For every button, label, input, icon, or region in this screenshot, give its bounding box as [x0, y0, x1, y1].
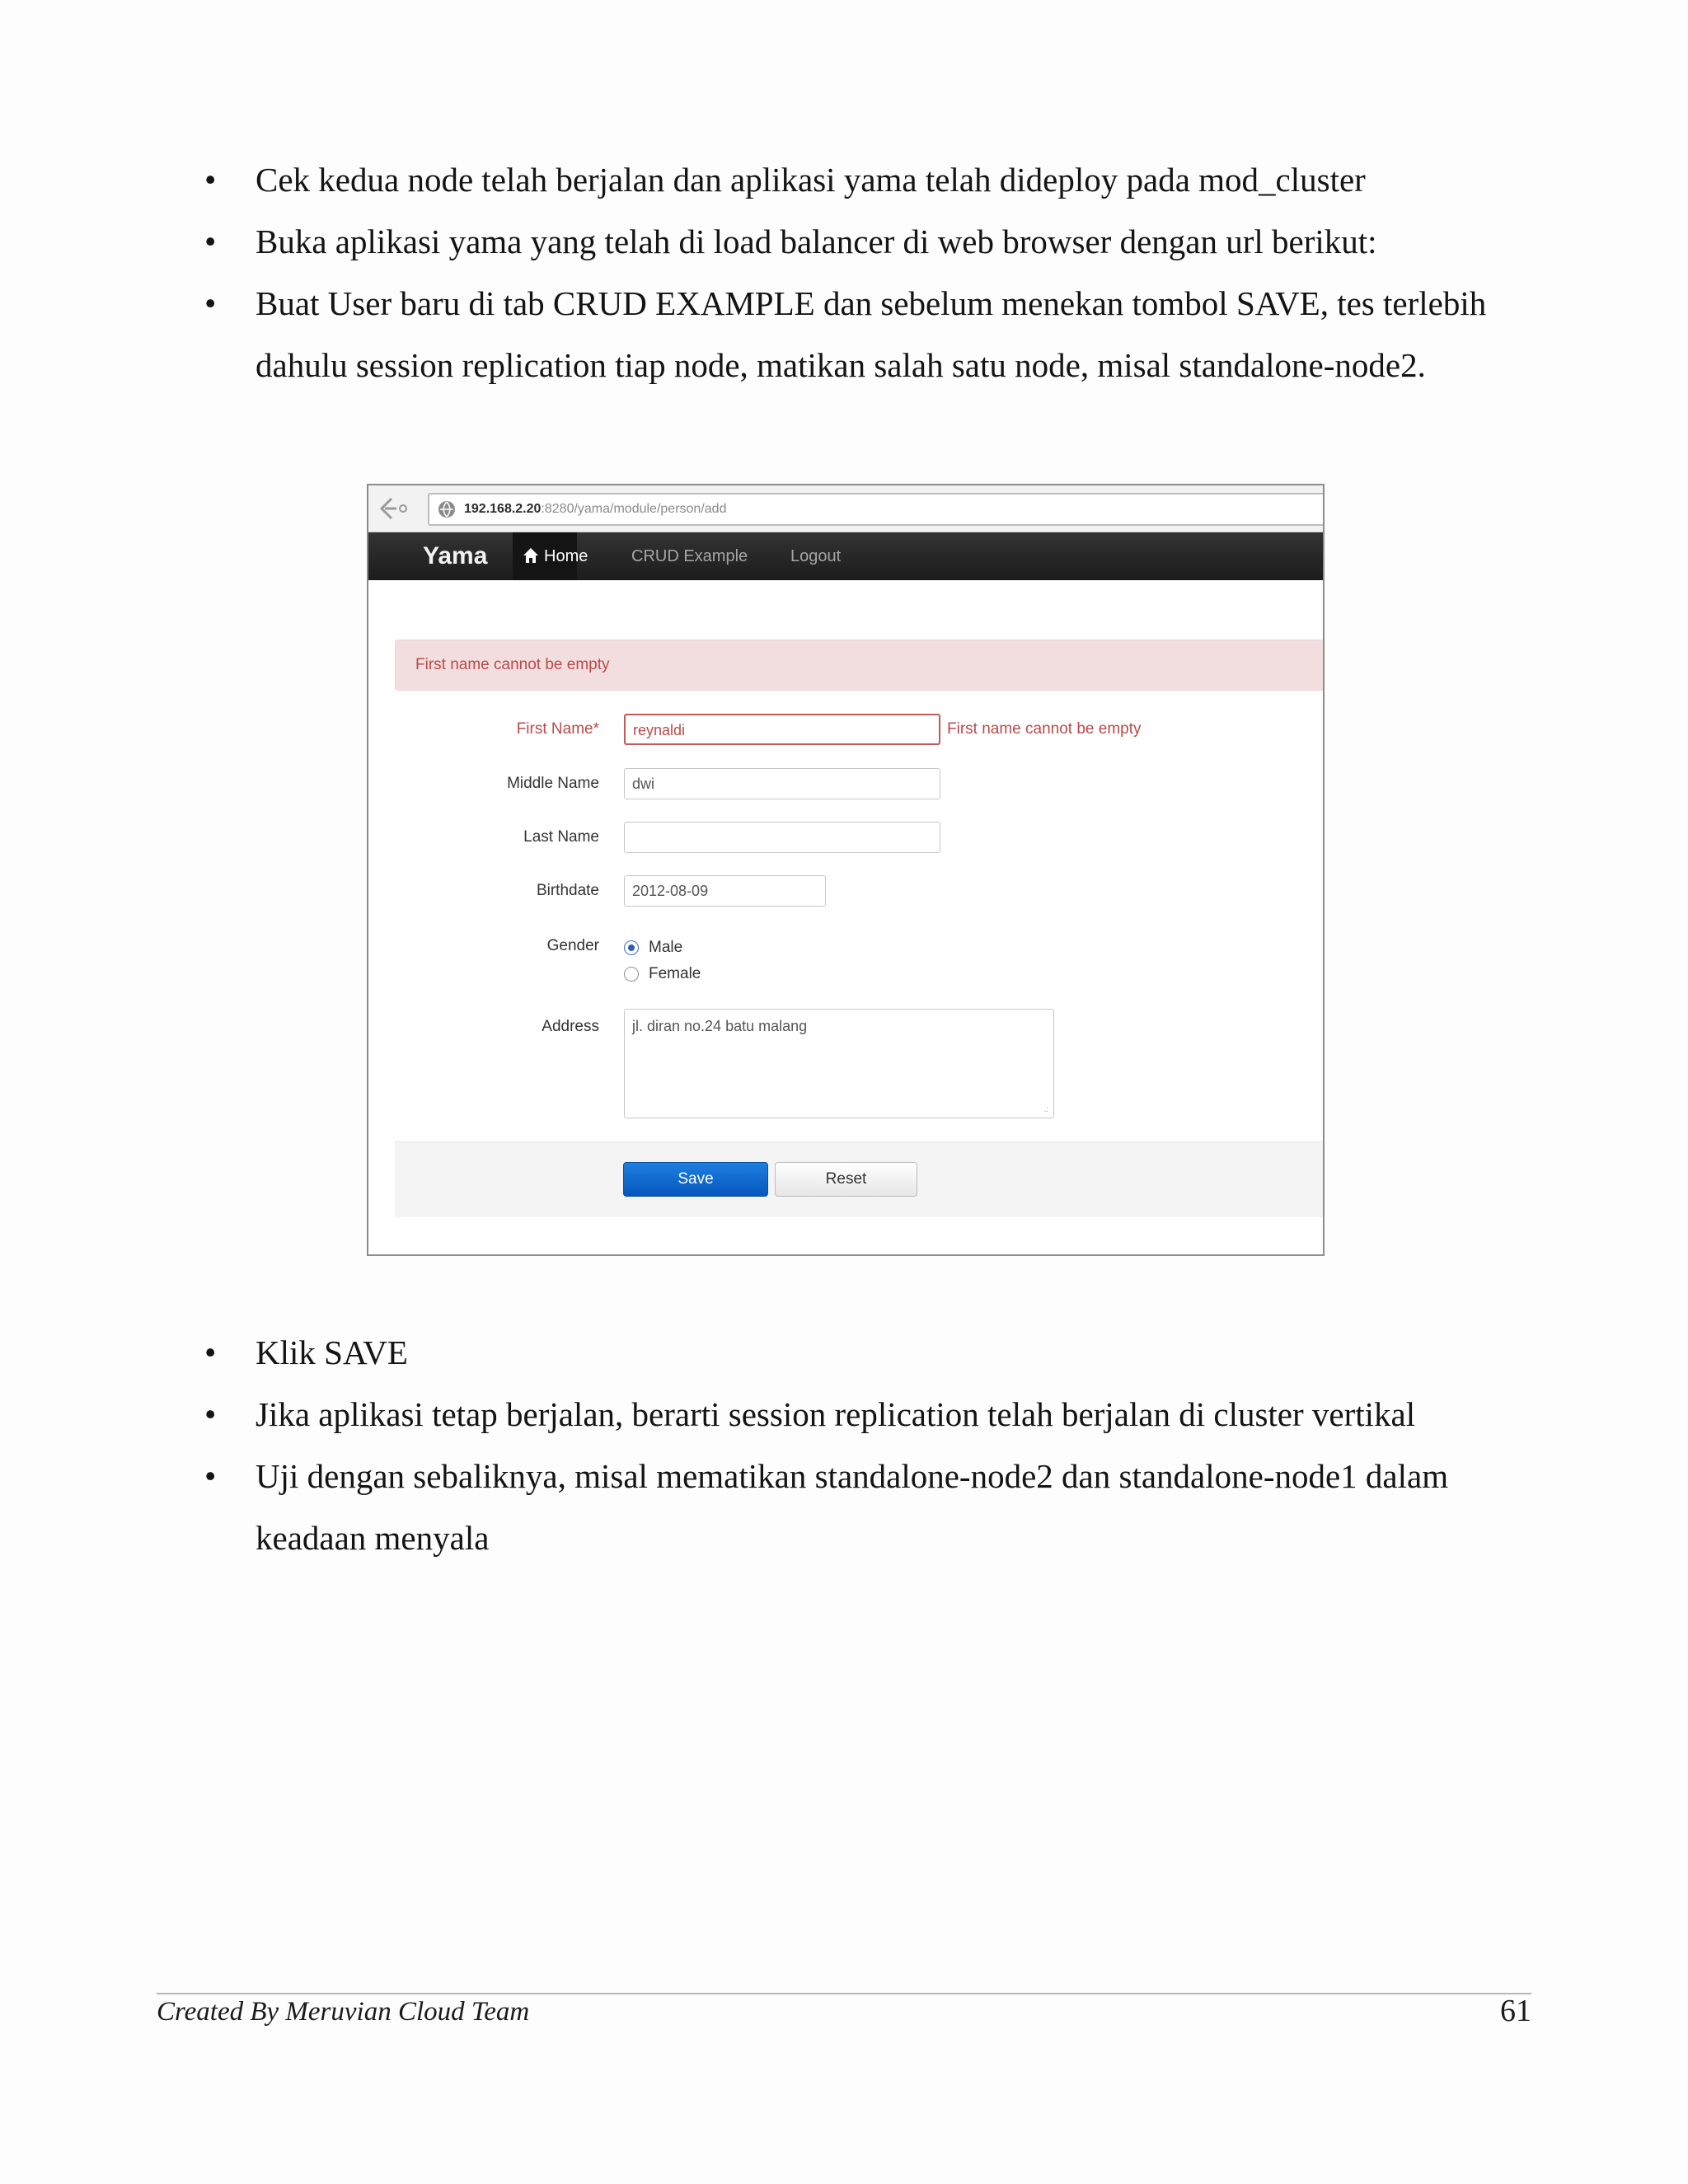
brand-logo[interactable]: Yama — [423, 542, 488, 569]
bullet-text: Buat User baru di tab CRUD EXAMPLE dan sebelum menekan tombol SAVE, tes terlebih dahulu session replication tiap node, matikan salah satu node, misal standalone-node2. — [256, 284, 1487, 384]
nav-home-label: Home — [544, 547, 588, 565]
error-alert — [395, 640, 1325, 691]
list-item — [0, 149, 1688, 211]
gender-female-label[interactable]: Female — [649, 965, 701, 982]
bullet-icon: • — [204, 1333, 217, 1371]
bullet-text: Klik SAVE — [256, 1333, 408, 1371]
url-text — [464, 494, 726, 524]
last-name-input[interactable] — [624, 822, 940, 853]
reset-button[interactable]: Reset — [775, 1162, 917, 1197]
back-arrow-icon[interactable] — [378, 495, 411, 522]
radio-selected-dot — [628, 944, 635, 951]
nav-item-home[interactable] — [513, 532, 588, 580]
last-name-label: Last Name — [523, 828, 599, 846]
alert-message: First name cannot be empty — [415, 656, 610, 673]
page-number: 61 — [1500, 1994, 1531, 2028]
gender-male-label[interactable]: Male — [649, 939, 683, 956]
list-item — [0, 1446, 1688, 1569]
app-navbar — [368, 532, 1323, 580]
address-label: Address — [542, 1018, 599, 1035]
bullet-icon: • — [204, 1395, 217, 1433]
birthdate-input[interactable]: 2012-08-09 — [624, 875, 826, 907]
gender-female-radio[interactable] — [624, 967, 639, 982]
first-name-label: First Name* — [516, 720, 599, 738]
bullet-icon: • — [204, 1457, 217, 1495]
form-actions — [395, 1141, 1325, 1217]
bullet-text: Buka aplikasi yama yang telah di load balancer di web browser dengan url berikut: — [256, 223, 1377, 260]
bullet-icon: • — [204, 223, 217, 260]
url-path: :8280/yama/module/person/add — [541, 502, 727, 516]
first-name-error: First name cannot be empty — [947, 720, 1142, 738]
middle-name-label: Middle Name — [507, 775, 599, 792]
app-screenshot — [367, 484, 1325, 1256]
list-item — [0, 211, 1688, 273]
resize-grip-icon[interactable]: .: — [1043, 1105, 1048, 1114]
list-item — [0, 1322, 1688, 1384]
outro-bullet-list — [0, 1322, 1688, 1569]
birthdate-label: Birthdate — [536, 882, 599, 899]
middle-name-input[interactable]: dwi — [624, 768, 940, 799]
bullet-text: Jika aplikasi tetap berjalan, berarti session replication telah berjalan di cluster vertikal — [256, 1395, 1416, 1433]
bullet-text: Cek kedua node telah berjalan dan aplikasi yama telah dideploy pada mod_cluster — [256, 161, 1366, 199]
nav-item-crud-example[interactable]: CRUD Example — [631, 547, 748, 565]
intro-bullet-list — [0, 149, 1688, 396]
bullet-text: Uji dengan sebaliknya, misal mematikan standalone-node2 dan standalone-node1 dalam keadaan menyala — [256, 1457, 1449, 1557]
gender-label: Gender — [546, 937, 599, 954]
globe-icon — [438, 500, 456, 518]
footer-credit: Created By Meruvian Cloud Team — [157, 1997, 530, 2027]
save-button[interactable]: Save — [623, 1162, 768, 1197]
address-textarea[interactable] — [624, 1009, 1054, 1118]
browser-address-bar — [368, 485, 1323, 532]
list-item — [0, 273, 1688, 396]
home-icon — [523, 547, 539, 564]
list-item — [0, 1384, 1688, 1446]
nav-item-logout[interactable]: Logout — [790, 547, 842, 565]
first-name-input[interactable]: reynaldi — [624, 714, 940, 745]
url-host: 192.168.2.20 — [464, 502, 542, 516]
bullet-icon: • — [204, 161, 217, 199]
bullet-icon: • — [204, 284, 217, 322]
url-field[interactable] — [428, 493, 1325, 526]
address-value: jl. diran no.24 batu malang — [632, 1018, 808, 1034]
gender-male-radio[interactable] — [624, 940, 639, 955]
